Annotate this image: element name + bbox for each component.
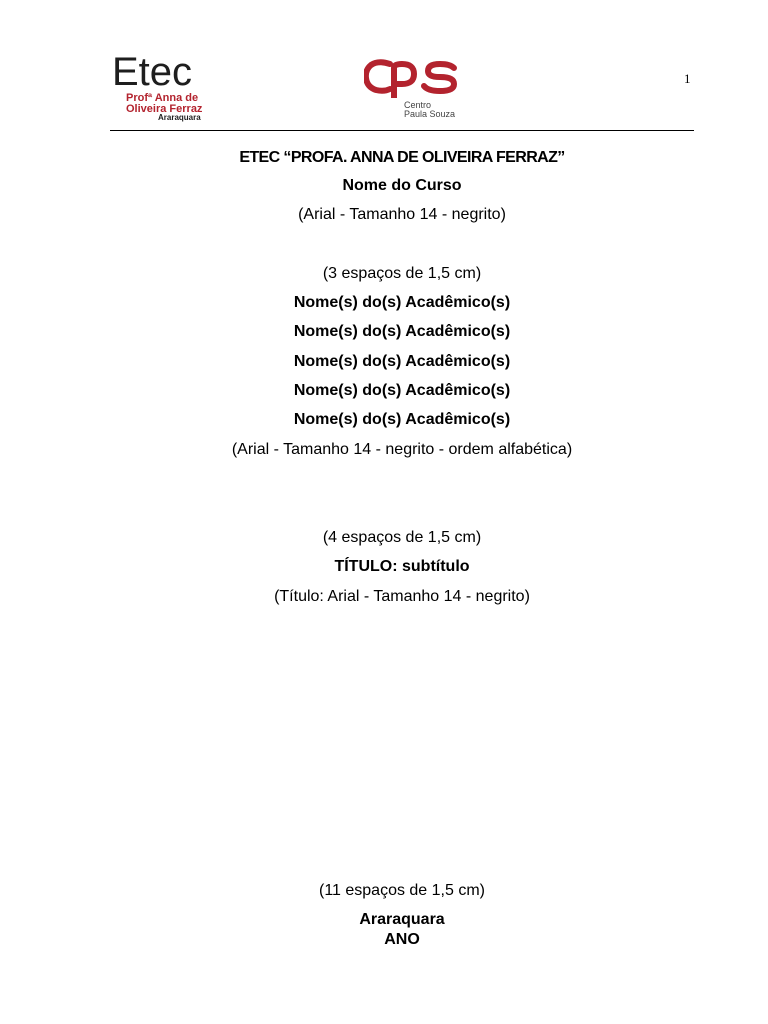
etec-logo (112, 50, 212, 124)
title-format-note: (Título: Arial - Tamanho 14 - negrito) (274, 588, 530, 605)
cps-logo-sub1: Centro (404, 100, 432, 110)
etec-logo-wordmark: Etec (112, 50, 193, 94)
etec-logo-line2: Oliveira Ferraz (126, 103, 203, 115)
student-name: Nome(s) do(s) Acadêmico(s) (293, 353, 511, 370)
spacing-note-11: (11 espaços de 1,5 cm) (318, 882, 485, 899)
header-divider (110, 130, 694, 131)
course-format-note: (Arial - Tamanho 14 - negrito) (298, 206, 506, 223)
document-header (0, 0, 768, 140)
cps-logo-sub2: Paula Souza (404, 109, 456, 119)
course-name: Nome do Curso (342, 177, 462, 194)
student-name: Nome(s) do(s) Acadêmico(s) (293, 411, 511, 428)
page-number: 1 (684, 71, 691, 86)
etec-logo-line1: Profª Anna de (126, 92, 199, 104)
students-format-note: (Arial - Tamanho 14 - negrito - ordem alfabética) (231, 441, 573, 458)
cps-logo-mark (364, 56, 460, 100)
student-name: Nome(s) do(s) Acadêmico(s) (293, 323, 511, 340)
etec-logo-city: Araraquara (158, 113, 201, 122)
document-title: TÍTULO: subtítulo (334, 558, 470, 575)
year: ANO (384, 931, 420, 948)
school-name: ETEC “PROFA. ANNA DE OLIVEIRA FERRAZ” (239, 149, 565, 166)
student-name: Nome(s) do(s) Acadêmico(s) (293, 382, 511, 399)
city-name: Araraquara (359, 911, 445, 928)
cps-logo (364, 56, 460, 122)
spacing-note-3: (3 espaços de 1,5 cm) (322, 265, 482, 282)
student-name: Nome(s) do(s) Acadêmico(s) (293, 294, 511, 311)
spacing-note-4: (4 espaços de 1,5 cm) (322, 529, 482, 546)
